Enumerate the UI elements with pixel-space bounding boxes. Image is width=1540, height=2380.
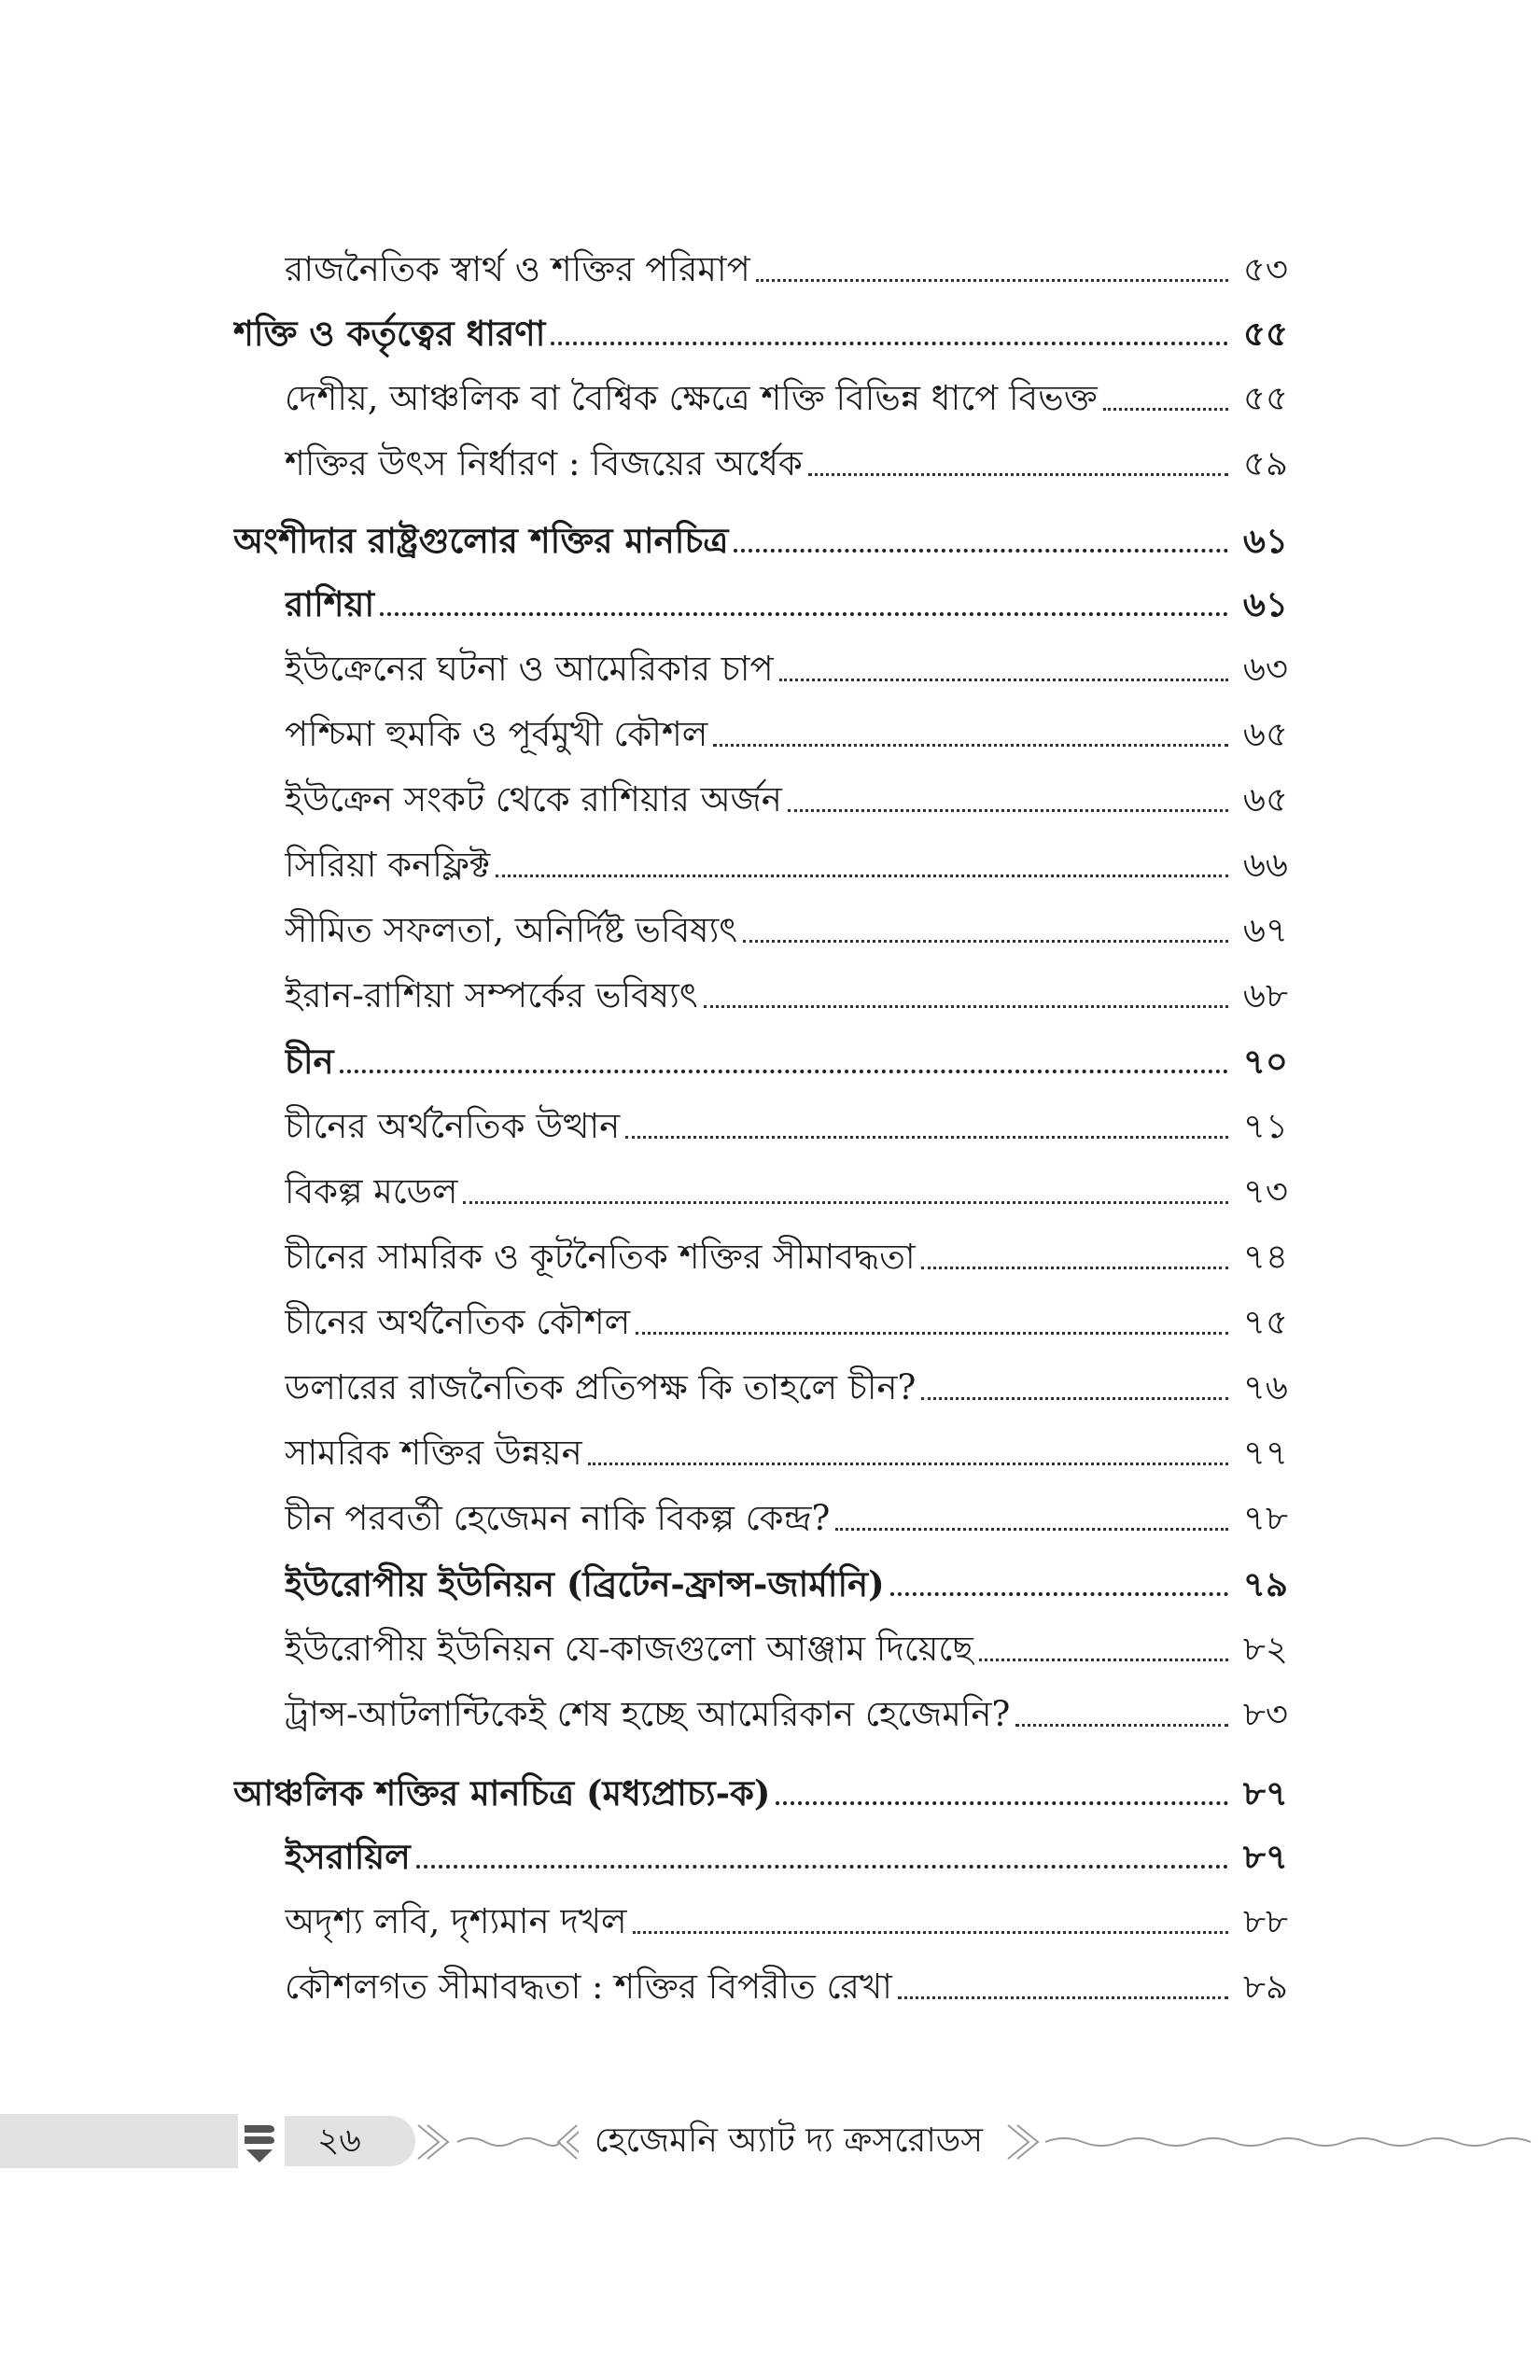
toc-leader-dots xyxy=(713,744,1228,747)
toc-entry-title: অংশীদার রাষ্ট্রগুলোর শক্তির মানচিত্র xyxy=(233,520,729,561)
toc-entry xyxy=(233,304,1288,358)
toc-entry-title: চীনের অর্থনৈতিক উত্থান xyxy=(285,1106,621,1146)
toc-entry xyxy=(285,1163,1288,1217)
toc-entry xyxy=(285,1490,1288,1544)
footer-band xyxy=(0,2114,238,2168)
toc-leader-dots xyxy=(921,1397,1228,1400)
toc-leader-dots xyxy=(921,1267,1228,1269)
toc-entry xyxy=(285,1032,1288,1086)
toc-entry-page: ৭৫ xyxy=(1242,1302,1288,1342)
toc-entry-title: সামরিক শক্তির উন্নয়ন xyxy=(285,1433,582,1473)
toc-leader-dots xyxy=(704,1005,1228,1008)
toc-entry xyxy=(285,435,1288,489)
toc-leader-dots xyxy=(1103,408,1228,411)
toc-entry xyxy=(285,1294,1288,1348)
toc-entry-page: ৬১ xyxy=(1242,520,1288,561)
toc-entry xyxy=(285,1686,1288,1740)
toc-entry xyxy=(285,575,1288,629)
toc-entry xyxy=(285,1555,1288,1609)
toc-entry xyxy=(285,771,1288,825)
toc-leader-dots xyxy=(776,1801,1228,1805)
toc-entry-page: ৮৩ xyxy=(1242,1694,1288,1734)
toc-entry-page: ৭৯ xyxy=(1242,1563,1288,1604)
toc-entry-page: ৮৯ xyxy=(1242,1967,1288,2007)
toc-entry-title: ইউক্রেন সংকট থেকে রাশিয়ার অর্জন xyxy=(285,779,782,819)
toc-leader-dots xyxy=(588,1463,1228,1465)
toc-entry xyxy=(233,1764,1288,1818)
toc-entry-title: ট্রান্স-আটলান্টিকেই শেষ হচ্ছে আমেরিকান হেজেমনি? xyxy=(285,1694,1011,1734)
toc-entry-title: বিকল্প মডেল xyxy=(285,1171,458,1211)
toc-entry-title: ইউরোপীয় ইউনিয়ন যে-কাজগুলো আঞ্জাম দিয়েছে xyxy=(285,1629,973,1669)
toc-entry-title: সিরিয়া কনফ্লিক্ট xyxy=(285,845,491,885)
toc-entry-title: ইসরায়িল xyxy=(285,1836,411,1877)
toc-entry xyxy=(285,706,1288,760)
toc-entry-page: ৬৭ xyxy=(1242,910,1288,950)
toc-entry-page: ৭৮ xyxy=(1242,1498,1288,1538)
toc-entry-title: চীন পরবর্তী হেজেমন নাকি বিকল্প কেন্দ্র? xyxy=(285,1498,831,1538)
toc-leader-dots xyxy=(633,1931,1228,1934)
toc-entry-page: ৬৬ xyxy=(1242,845,1288,885)
toc-entry xyxy=(285,241,1288,295)
toc-entry-page: ৭৭ xyxy=(1242,1433,1288,1473)
toc-entry-title: ইরান-রাশিয়া সম্পর্কের ভবিষ্যৎ xyxy=(285,975,698,1015)
toc-entry xyxy=(285,370,1288,424)
toc-leader-dots xyxy=(551,342,1228,345)
toc-leader-dots xyxy=(416,1865,1228,1869)
toc-leader-dots xyxy=(779,679,1228,681)
toc-entry-page: ৭৬ xyxy=(1242,1367,1288,1407)
book-title: হেজেমনি অ্যাট দ্য ক্রসরোডস xyxy=(579,2120,999,2163)
toc-leader-dots xyxy=(979,1659,1228,1661)
toc-entry xyxy=(285,902,1288,956)
toc-entry-title: ডলারের রাজনৈতিক প্রতিপক্ষ কি তাহলে চীন? xyxy=(285,1367,917,1407)
toc-entry xyxy=(285,1827,1288,1882)
toc-entry-title: চীনের সামরিক ও কূটনৈতিক শক্তির সীমাবদ্ধতা xyxy=(285,1237,916,1277)
toc-entry-title: কৌশলগত সীমাবদ্ধতা : শক্তির বিপরীত রেখা xyxy=(285,1967,892,2007)
toc-entry-title: পশ্চিমা হুমকি ও পূর্বমুখী কৌশল xyxy=(285,714,708,754)
toc-entry-page: ৭৩ xyxy=(1242,1171,1288,1211)
toc-entry-page: ৬৫ xyxy=(1242,779,1288,819)
toc-leader-dots xyxy=(890,1592,1228,1596)
toc-entry xyxy=(285,1424,1288,1478)
book-icon xyxy=(241,2120,278,2166)
toc-entry-title: রাজনৈতিক স্বার্থ ও শক্তির পরিমাপ xyxy=(285,249,750,289)
toc-entry-title: শক্তির উৎস নির্ধারণ : বিজয়ের অর্ধেক xyxy=(285,443,803,483)
toc-entry xyxy=(285,1620,1288,1674)
toc-entry-title: সীমিত সফলতা, অনির্দিষ্ট ভবিষ্যৎ xyxy=(285,910,738,950)
toc-entry xyxy=(285,640,1288,694)
toc-entry-page: ৮৭ xyxy=(1242,1772,1288,1813)
toc-leader-dots xyxy=(496,875,1228,877)
toc-entry-page: ৫৩ xyxy=(1242,249,1288,289)
toc-entry-title: দেশীয়, আঞ্চলিক বা বৈশ্বিক ক্ষেত্রে শক্তি বিভিন্ন ধাপে বিভক্ত xyxy=(285,378,1098,418)
toc-entry-page: ৭১ xyxy=(1242,1106,1288,1146)
toc-entry-title: রাশিয়া xyxy=(285,583,375,624)
toc-entry-page: ৬৮ xyxy=(1242,975,1288,1015)
toc-leader-dots xyxy=(788,809,1228,812)
toc-leader-dots xyxy=(463,1201,1228,1204)
toc-entry-title: ইউরোপীয় ইউনিয়ন (ব্রিটেন-ফ্রান্স-জার্মানি) xyxy=(285,1563,885,1604)
toc-entry-page: ৭০ xyxy=(1242,1041,1288,1082)
toc-leader-dots xyxy=(1015,1724,1228,1727)
toc-entry xyxy=(233,511,1288,566)
toc-leader-dots xyxy=(756,279,1228,282)
toc-entry-title: চীন xyxy=(285,1041,334,1082)
toc-entry-page: ৮৭ xyxy=(1242,1836,1288,1877)
toc-leader-dots xyxy=(340,1070,1228,1073)
toc-entry-title: চীনের অর্থনৈতিক কৌশল xyxy=(285,1302,631,1342)
toc-entry xyxy=(285,836,1288,890)
toc-leader-dots xyxy=(636,1332,1228,1335)
toc-leader-dots xyxy=(898,1996,1228,1999)
toc-entry-page: ৮৮ xyxy=(1242,1901,1288,1941)
toc-leader-dots xyxy=(734,549,1228,553)
toc-entry-title: অদৃশ্য লবি, দৃশ্যমান দখল xyxy=(285,1901,627,1941)
toc-entry-title: শক্তি ও কর্তৃত্বের ধারণা xyxy=(233,313,546,354)
page-footer xyxy=(0,2114,1540,2179)
toc-leader-dots xyxy=(380,612,1228,616)
toc-leader-dots xyxy=(743,940,1228,943)
toc-entry xyxy=(285,967,1288,1021)
toc-entry-page: ৮২ xyxy=(1242,1629,1288,1669)
toc-entry xyxy=(285,1228,1288,1282)
toc-entry-title: ইউক্রেনের ঘটনা ও আমেরিকার চাপ xyxy=(285,649,774,689)
toc-entry-page: ৬৫ xyxy=(1242,714,1288,754)
page-number: ২৬ xyxy=(317,2121,361,2160)
toc-entry xyxy=(285,1958,1288,2012)
toc-leader-dots xyxy=(835,1528,1228,1531)
toc-entry-page: ৬৩ xyxy=(1242,649,1288,689)
toc-entry xyxy=(285,1359,1288,1413)
toc-entry-page: ৫৫ xyxy=(1242,378,1288,418)
toc-entry-page: ৬১ xyxy=(1242,583,1288,624)
toc-entry xyxy=(285,1098,1288,1152)
toc-entry xyxy=(285,1893,1288,1947)
toc-entry-page: ৫৯ xyxy=(1242,443,1288,483)
toc-leader-dots xyxy=(808,473,1228,476)
toc-entry-page: ৭৪ xyxy=(1242,1237,1288,1277)
toc-entry-page: ৫৫ xyxy=(1242,313,1288,354)
toc-entry-title: আঞ্চলিক শক্তির মানচিত্র (মধ্যপ্রাচ্য-ক) xyxy=(233,1772,771,1813)
toc-leader-dots xyxy=(625,1136,1228,1139)
